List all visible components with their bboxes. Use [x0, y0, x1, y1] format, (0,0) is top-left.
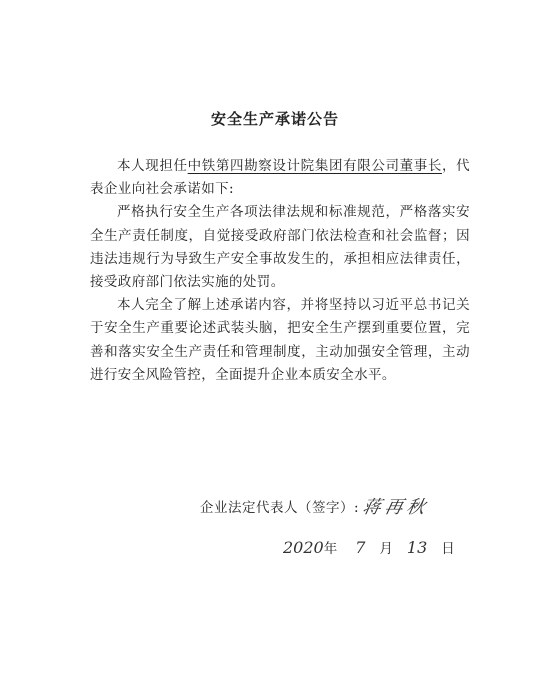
- document-title: 安全生产承诺公告: [210, 110, 339, 128]
- date-month-unit: 月: [379, 541, 393, 557]
- date-year-unit: 年: [323, 541, 338, 557]
- intro-prefix: 本人现担任: [117, 158, 188, 174]
- company-position: 中铁第四勘察设计院集团有限公司董事长: [187, 158, 442, 174]
- date-day: 13: [406, 538, 428, 557]
- date-month: 7: [355, 538, 366, 557]
- signature-label: 企业法定代表人（签字）:: [200, 500, 360, 516]
- document-body: [90, 155, 470, 387]
- signature-line: [200, 493, 429, 519]
- handwritten-signature: 蒋再秋: [360, 497, 431, 518]
- date-day-unit: 日: [441, 541, 455, 557]
- intro-suffix: ，代表企业向社会承诺如下:: [90, 158, 471, 198]
- date-line: [283, 537, 455, 557]
- pledge-paragraph: 本人完全了解上述承诺内容，并将坚持以习近平总书记关于安全生产重要论述武装头脑，把安全生产摆到重要位置，完善和落实安全生产责任和管理制度，主动加强安全管理，主动进行安全风险管控，全面提升企业本质安全水平。: [90, 297, 470, 383]
- intro-paragraph: [90, 155, 470, 201]
- commitment-paragraph: 严格执行安全生产各项法律法规和标准规范，严格落实安全生产责任制度，自觉接受政府部门依法检查和社会监督；因违法违规行为导致生产安全事故发生的，承担相应法律责任，接受政府部门依法实施的处罚。: [90, 204, 470, 291]
- date-year: 2020: [283, 538, 324, 557]
